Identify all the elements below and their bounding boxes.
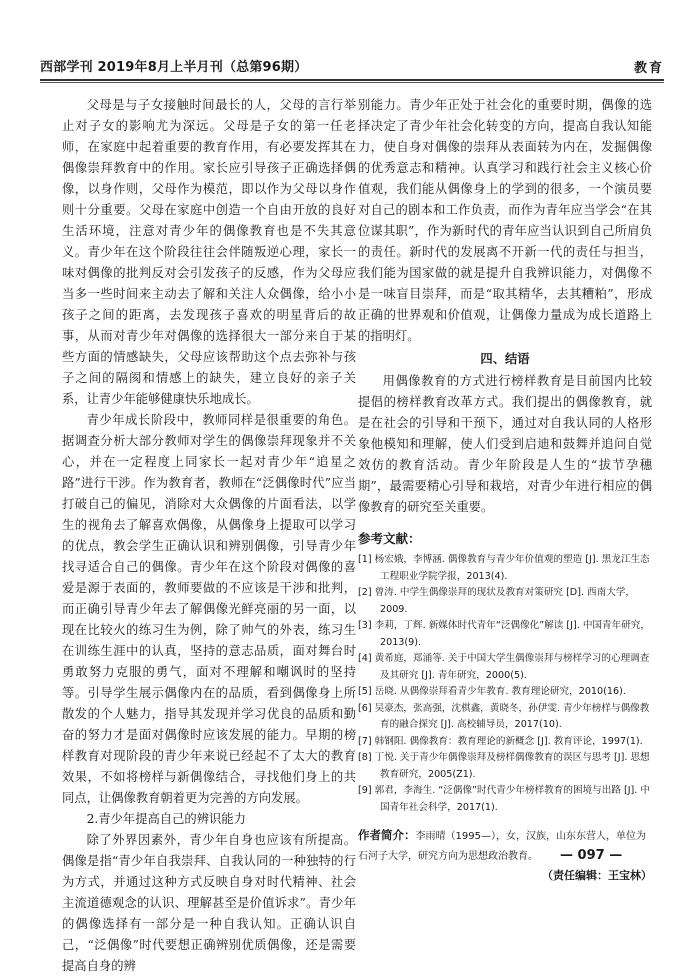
header-rule-thin [40,82,664,83]
reference-item: [5] 岳晓. 从偶像崇拜看青少年教育. 教育理论研究，2010(16). [358,686,626,697]
reference-item: [1] 杨宏娥，李博涵. 偶像教育与青少年价值观的塑造 [J]. 黑龙江生态工程职业学院学报，2013(4). [358,554,650,582]
section-label: 教育 [633,61,664,76]
reference-item: [3] 李莉，丁辉. 新媒体时代青年“泛偶像化”解读 [J]. 中国青年研究，2013(9). [358,620,650,648]
reference-item: [8] 丁悦. 关于青少年偶像崇拜及榜样偶像教育的误区与思考 [J]. 思想教育研究，2005(Z1). [358,752,650,780]
header-rule-thick [40,79,664,81]
author-bio-text: 李雨晴（1995—），女，汉族，山东东营人，单位为石河子大学，研究方向为思想政治教育。 [358,831,646,862]
heading-conclusion: 四、结语 [480,351,530,366]
paragraph-conclusion: 用偶像教育的方式进行榜样教育是目前国内比较提倡的榜样教育改革方式。我们提出的偶像教育，就是在社会的引导和干预下，通过对自我认同的人格形象他模知和理解，使人们受到启迪和鼓舞并追问自觉效仿的教育活动。青少年阶段是人生的“拔节孕穗期”，最需要精心引导和栽培，对青少年进行相应的偶像教育的研究至关重要。 [358,374,652,514]
reference-item: [7] 韩钢阳. 偶像教育：教育理论的新概念 [J]. 教育评论，1997(1). [358,735,643,747]
paragraph-teachers: 青少年成长阶段中，教师同样是很重要的角色。据调查分析大部分教师对学生的偶像崇拜现象并不关心，并在一定程度上同家长一起对青少年“追星之路”进行干涉。作为教育者，教师在“泛偶像时代”应当打破自己的偏见，消除对大众偶像的片面看法，以学生的视角去了解喜欢偶像，从偶像身上提取可以学习的优点，教会学生正确认识和辨别偶像，引导青少年找寻适合自己的偶像。青少年在这个阶段对偶像的喜爱是源于表面的，教师要做的不应该是干涉和批判，而正确引导青少年去了解偶像光鲜亮丽的另一面，以现在比较火的练习生为例，除了帅气的外表，练习生在训练生涯中的认真，坚持的意志品质，面对舞台时勇敢努力克服的勇气，面对不理解和嘲讽时的坚持等。引导学生展示偶像内在的品质，看到偶像身上所散发的个人魅力，指导其发现并学习优良的品质和勤奋的努力才是面对偶像时应该发展的能力。早期的榜样教育对现阶段的青少年来说已经起不了太大的教育效果，不如将榜样与新偶像结合，寻找他们身上的共同点，让偶像教育朝着更为完善的方向发展。 [62,413,356,805]
reference-item: [4] 黄希庭，郑涌等. 关于中国大学生偶像崇拜与榜样学习的心理调查及其研究 [J]. 青年研究，2000(5). [358,653,650,681]
reference-item: [2] 曾涛. 中学生偶像崇拜的现状及教育对策研究 [D]. 西南大学，2009. [358,587,636,615]
reference-item: [9] 郭君，李海生. “泛偶像”时代青少年榜样教育的困境与出路 [J]. 中国青年社会科学，2017(1). [358,785,650,813]
subheading-discernment: 2.青少年提高自己的辨识能力 [86,812,246,826]
reference-item: [6] 吴豪杰，张高强，沈棋鑫，黄晓冬，孙伊雯. 青少年榜样与偶像教育的融合探究 [J]. 高校辅导员，2017(10). [358,702,650,730]
responsible-editor: （责任编辑：王宝林） [542,869,652,882]
references-title: 参考文献： [358,531,421,546]
paragraph-continued: 别能力。青少年正处于社会化的重要时期，偶像的选择决定了青少年社会化转变的方向，提高自我认知能力，使自身对偶像的崇拜从表面转为内在，发掘偶像的优秀意志和精神。认真学习和践行社会主义核心价值观，我们能从偶像身上的学到的很多，一个演员要对自己的剧本和工作负责，而作为青年应当学会“在其位谋其职”，作为新时代的青年应当认识到自己所肩负的责任。新时代的发展离不开新一代的责任与担当，我们能为国家做的就是提升自我辨识能力，对偶像不是一味盲目崇拜，而是“取其精华，去其糟粕”，形成正确的世界观和价值观，让偶像力量成为成长道路上的指明灯。 [358,98,652,343]
page-header [40,54,664,76]
author-bio-label: 作者简介： [358,828,416,842]
paragraph-parents: 父母是与子女接触时间最长的人，父母的言行举止对子女的影响尤为深远。父母是子女的第一任老师，在家庭中起着重要的教育作用，有必要发挥其在偶像崇拜教育中的作用。家长应引导孩子正确选择偶像，以身作则，父母作为模范，即以作为父母以身作则十分重要。父母在家庭中创造一个自由开放的良好生活环境，注意对青少年的偶像教育也是不失其意义。青少年在这个阶段往往会伴随叛逆心理，家长一味对偶像的批判反对会引发孩子的反感，作为父母应当多一些时间来主动去了解和关注人众偶像，给小小孩子之间的距离，去发现孩子喜欢的明星背后的故事，从而对青少年对偶像的选择很大一部分来自于某些方面的情感缺失，父母应该帮助这个点去弥补与孩子之间的隔阂和情感上的缺失，建立良好的亲子关系，让青少年能够健康快乐地成长。 [62,98,356,406]
reference-list [358,552,652,816]
journal-title: 西部学刊 2019年8月上半月刊（总第96期） [40,60,308,75]
left-column [62,95,356,973]
paragraph-self-improvement: 除了外界因素外，青少年自身也应该有所提高。偶像是指“青少年自我崇拜、自我认同的一种独特的行为方式，并通过这种方式反映自身对时代精神、社会主流道德观念的认识、理解甚至是价值诉求”。青少年的偶像选择有一部分是一种自我认知。正确认识自己，“泛偶像”时代要想正确辨别优质偶像，还是需要提高自身的辨 [62,833,356,973]
page-number: — 097 — [560,848,623,863]
